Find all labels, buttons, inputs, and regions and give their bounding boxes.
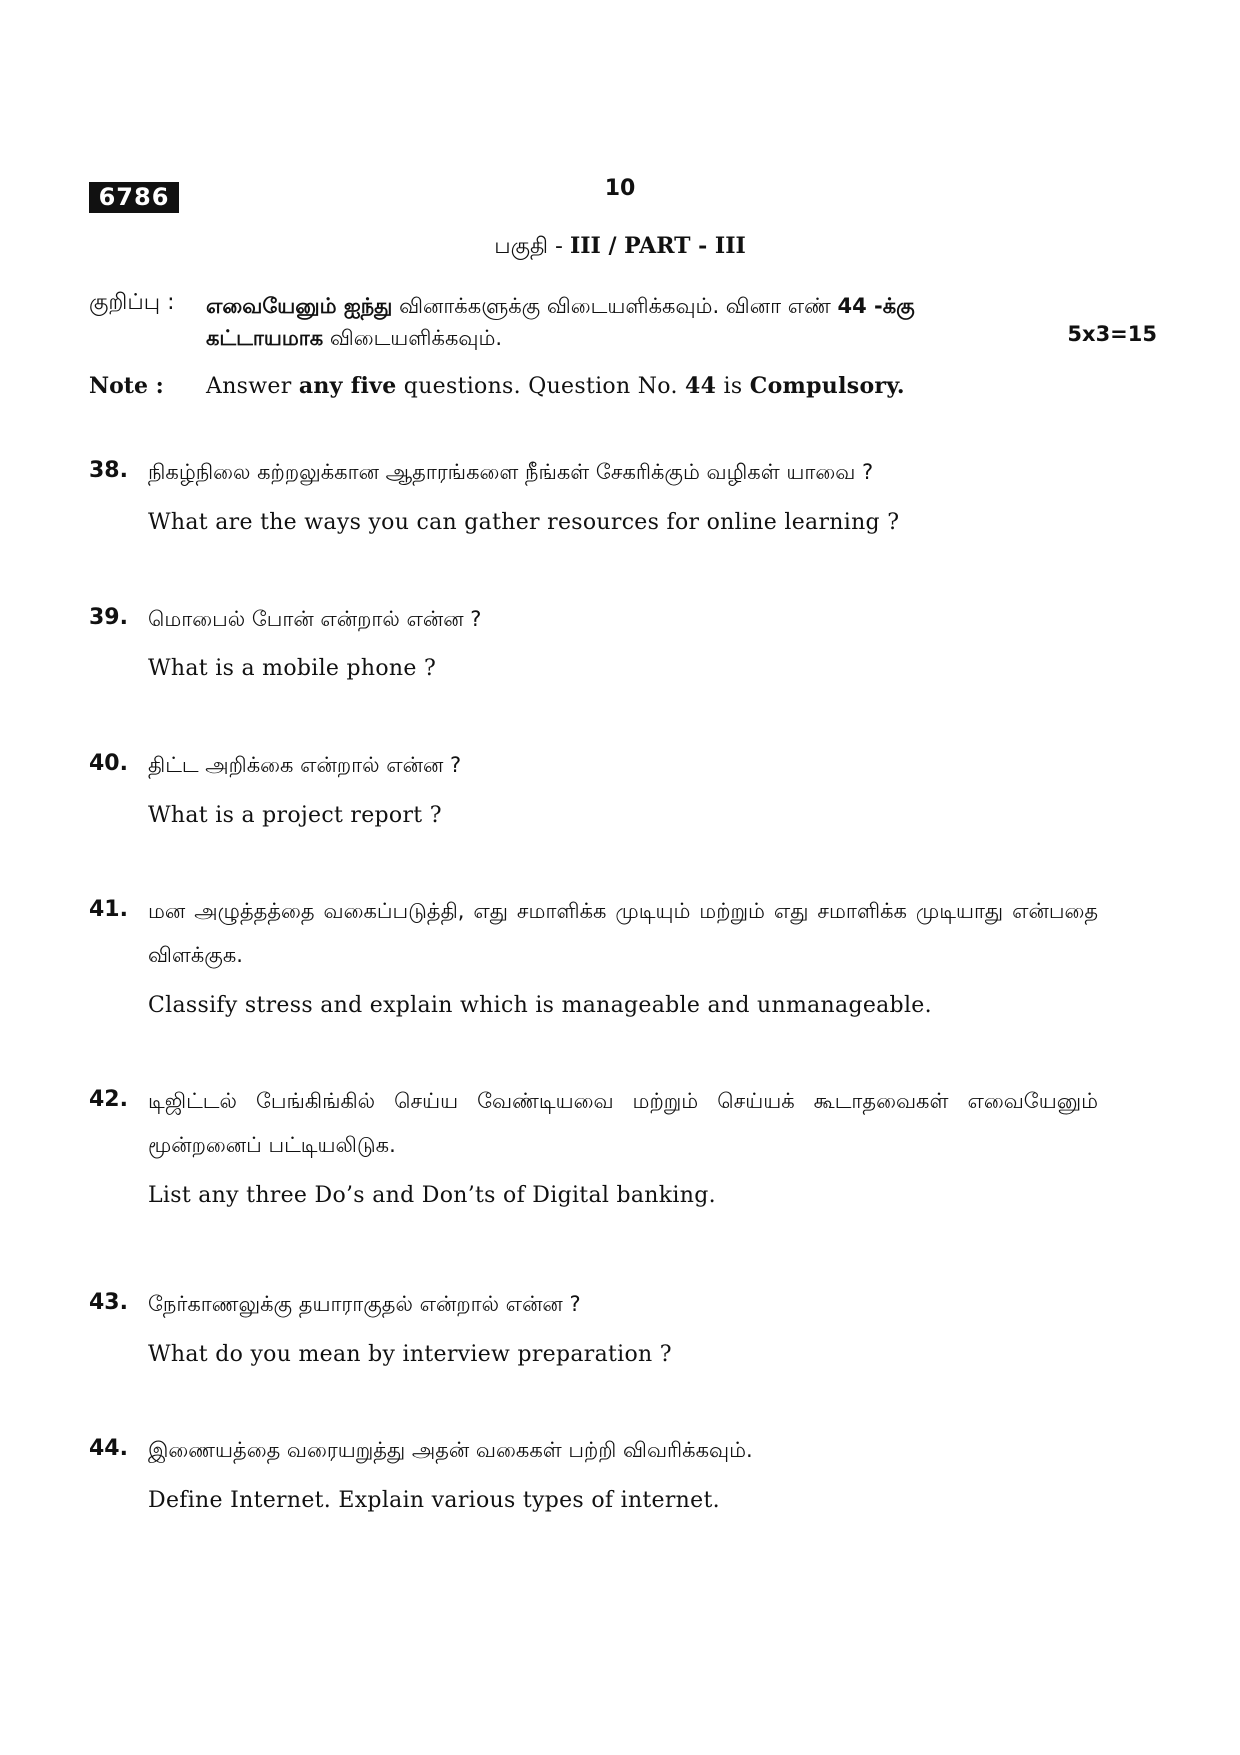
question-english: List any three Do’s and Don’ts of Digital banking. xyxy=(148,1183,716,1208)
question-tamil: நேர்காணலுக்கு தயாராகுதல் என்றால் என்ன ? xyxy=(148,1292,581,1316)
part-heading-tamil: பகுதி - xyxy=(494,234,570,259)
question-number: 41. xyxy=(89,897,128,922)
note-english-part2: questions. Question No. xyxy=(396,374,686,399)
question-number: 43. xyxy=(89,1290,128,1315)
part-heading xyxy=(0,233,1240,262)
question-english: What do you mean by interview preparation ? xyxy=(148,1342,672,1367)
question-tamil: திட்ட அறிக்கை என்றால் என்ன ? xyxy=(148,753,462,777)
question-english: What is a project report ? xyxy=(148,803,442,828)
note-english-bold-44: 44 xyxy=(685,373,717,399)
part-heading-english: III / PART - III xyxy=(569,233,746,259)
question-tamil: மன அழுத்தத்தை வகைப்படுத்தி, எது சமாளிக்க முடியும் மற்றும் எது சமாளிக்க முடியாது என்பதை விளக்குக. xyxy=(148,899,1098,967)
question-number: 39. xyxy=(89,605,128,630)
question-number: 40. xyxy=(89,751,128,776)
question-tamil: டிஜிட்டல் பேங்கிங்கில் செய்ய வேண்டியவை மற்றும் செய்யக் கூடாதவைகள் எவையேனும் மூன்றனைப் பட்டியலிடுக. xyxy=(148,1089,1098,1157)
paper-code-badge: 6786 xyxy=(89,182,179,213)
note-tamil-text-part2: விடையளிக்கவும். xyxy=(323,326,503,350)
note-english-bold-any-five: any five xyxy=(298,373,397,399)
note-tamil-text-part1: வினாக்களுக்கு விடையளிக்கவும். வினா எண் xyxy=(392,294,838,318)
note-tamil-text xyxy=(206,290,1096,354)
note-tamil-bold-compulsory: கட்டாயமாக xyxy=(206,326,324,350)
marks-scheme: 5x3=15 xyxy=(1067,322,1157,346)
note-english-part1: Answer xyxy=(206,374,299,399)
question-number: 42. xyxy=(89,1087,128,1112)
note-tamil-bold-q44: 44 -க்கு xyxy=(837,294,915,318)
question-tamil: மொபைல் போன் என்றால் என்ன ? xyxy=(148,607,482,631)
note-english-part3: is xyxy=(716,374,750,399)
question-number: 38. xyxy=(89,458,128,483)
note-english-bold-compulsory: Compulsory. xyxy=(749,373,905,399)
question-tamil: நிகழ்நிலை கற்றலுக்கான ஆதாரங்களை நீங்கள் சேகரிக்கும் வழிகள் யாவை ? xyxy=(148,460,874,484)
question-english: What are the ways you can gather resources for online learning ? xyxy=(148,510,900,535)
question-english: Define Internet. Explain various types of internet. xyxy=(148,1488,720,1513)
page-number: 10 xyxy=(604,176,636,201)
note-tamil-bold-any-five: எவையேனும் ஐந்து xyxy=(206,294,393,318)
question-english: Classify stress and explain which is manageable and unmanageable. xyxy=(148,993,932,1018)
note-english-label: Note : xyxy=(89,373,164,399)
question-english: What is a mobile phone ? xyxy=(148,656,437,681)
note-english-text xyxy=(206,373,905,399)
question-tamil: இணையத்தை வரையறுத்து அதன் வகைகள் பற்றி விவரிக்கவும். xyxy=(148,1438,753,1462)
question-number: 44. xyxy=(89,1436,128,1461)
note-tamil-label: குறிப்பு : xyxy=(89,290,175,315)
